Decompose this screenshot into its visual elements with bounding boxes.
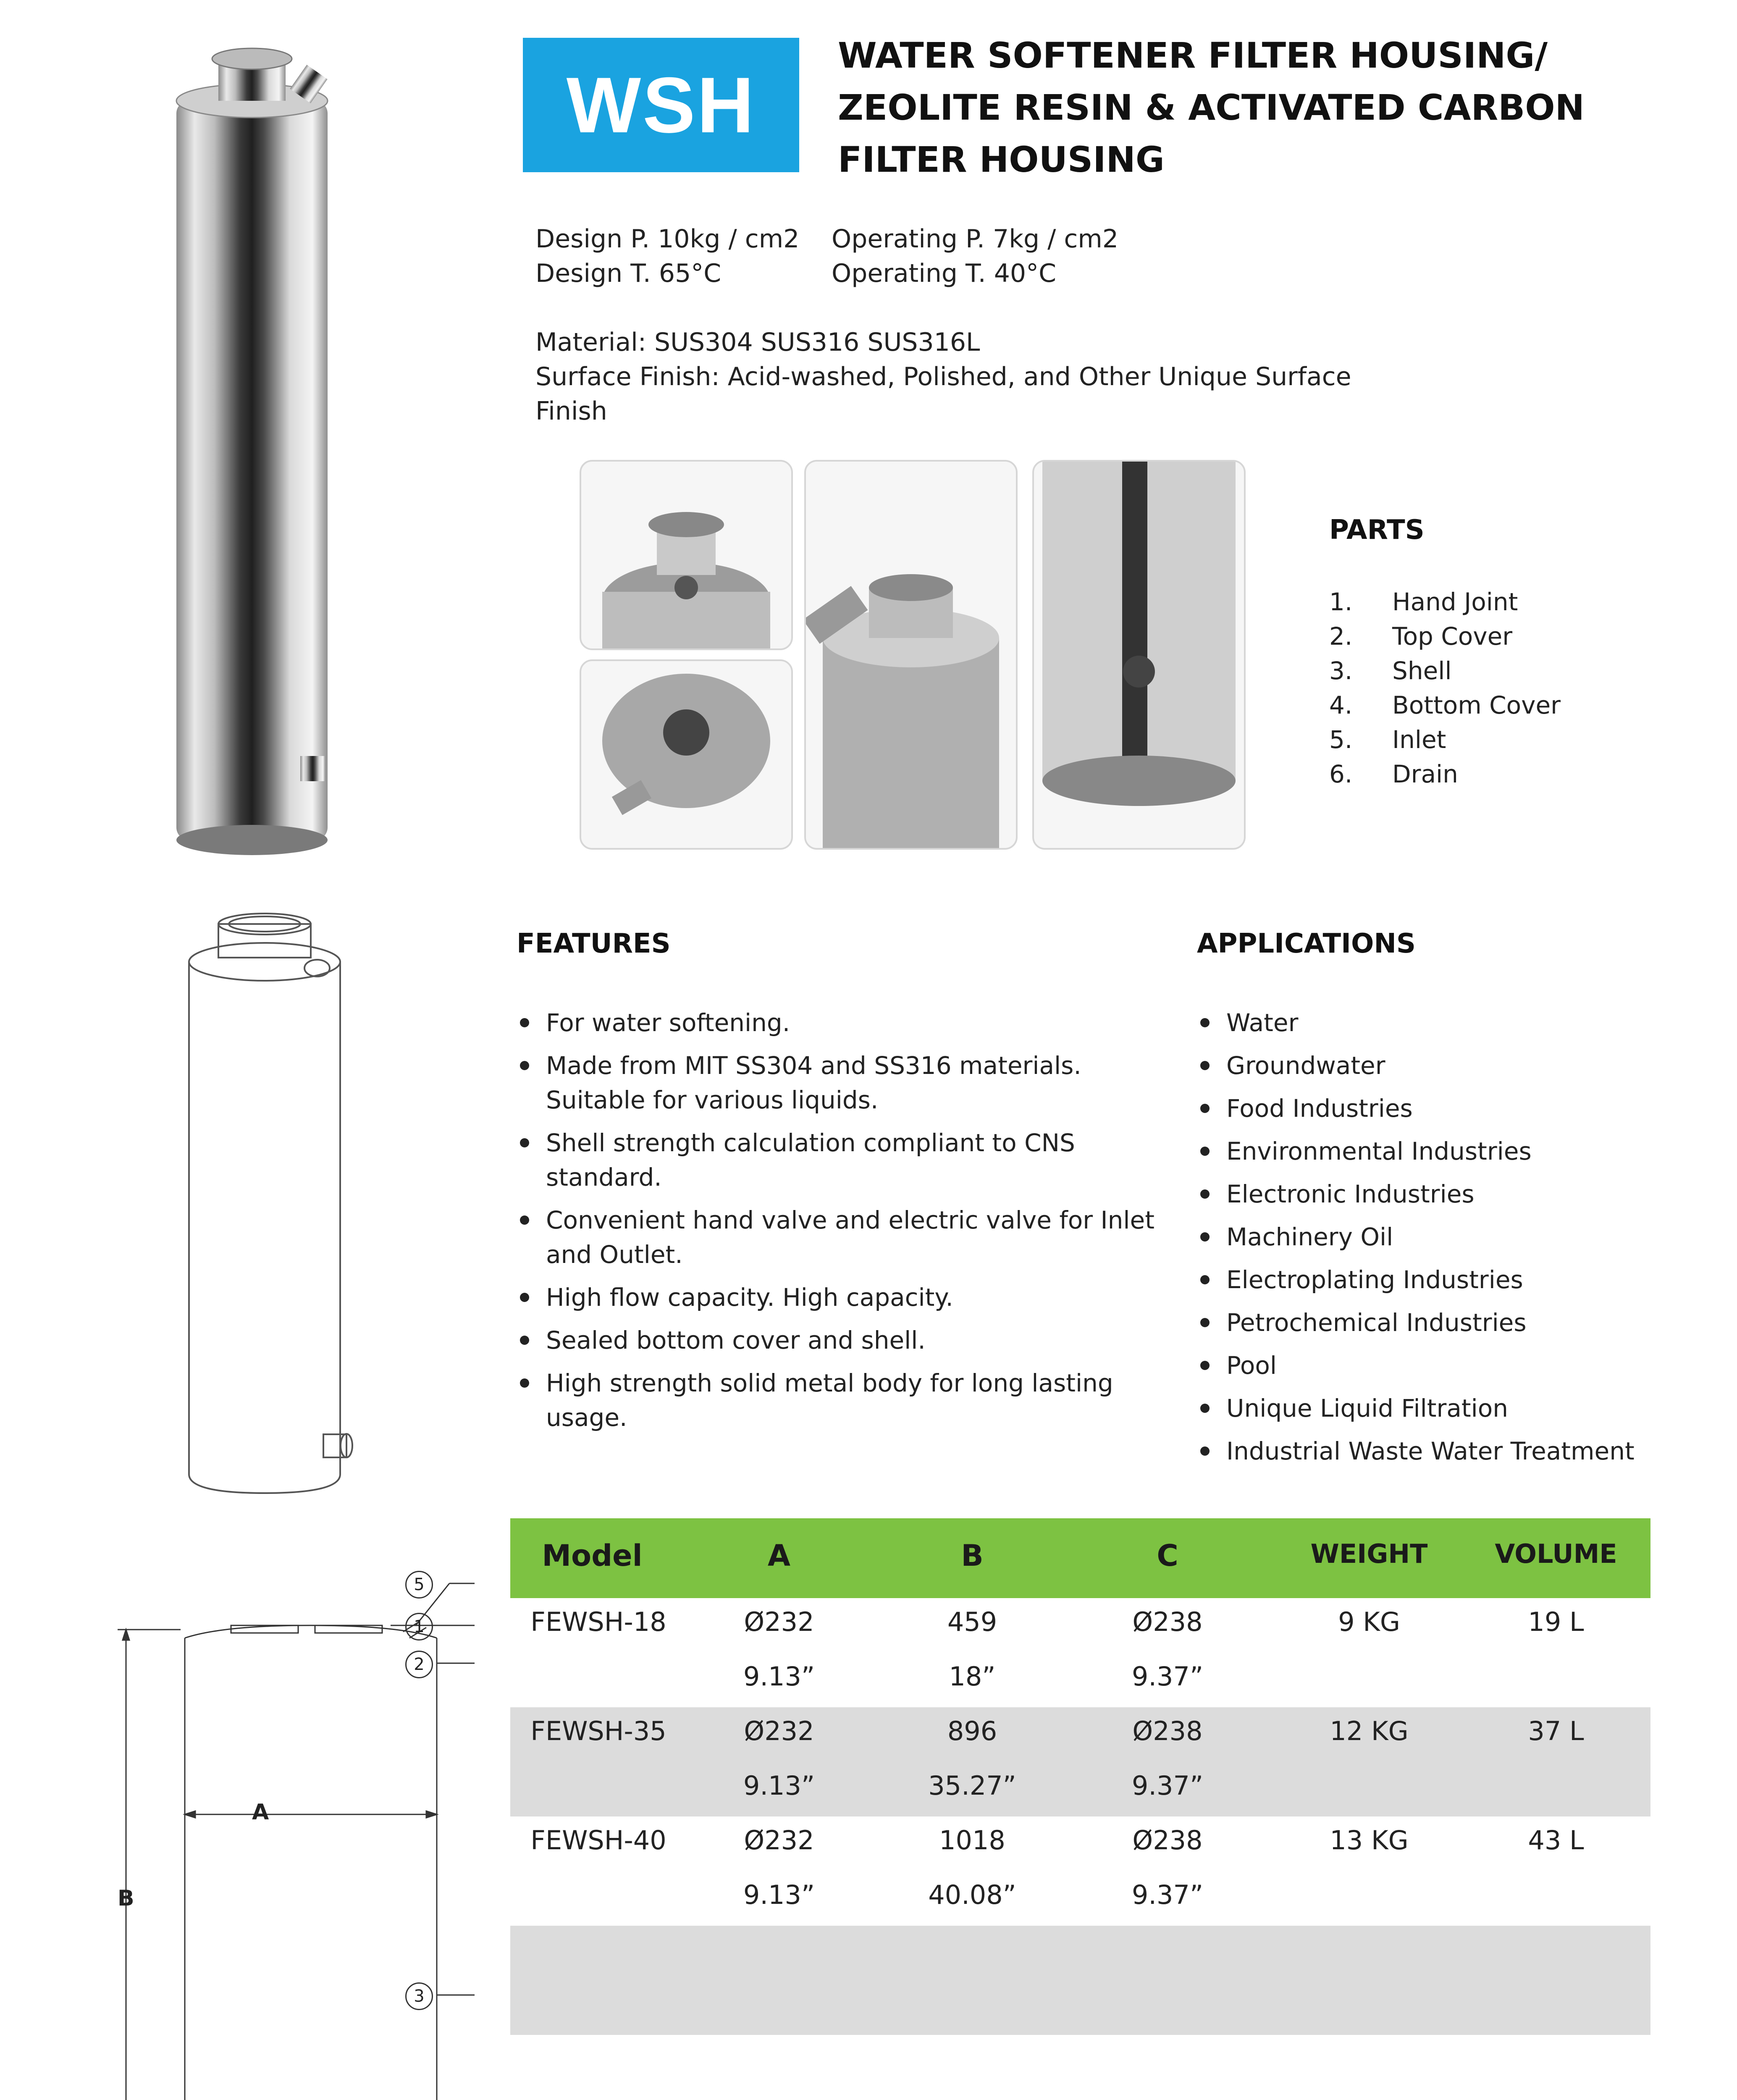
part-label: Hand Joint xyxy=(1392,588,1518,616)
product-photo xyxy=(160,25,344,861)
cell-b: 1018 xyxy=(939,1825,1005,1856)
cell-b-inch: 40.08” xyxy=(928,1880,1016,1910)
features-section xyxy=(517,928,1172,1443)
spec-table-header xyxy=(510,1518,1650,1598)
table-row-empty xyxy=(510,1926,1650,2035)
cell-a: Ø232 xyxy=(744,1825,814,1856)
brand-logo: WSH xyxy=(523,38,799,172)
callout-2: 2 xyxy=(405,1651,433,1678)
part-item xyxy=(1329,656,1707,691)
part-number: 3. xyxy=(1329,656,1353,685)
feature-item: Made from MIT SS304 and SS316 materials. Suitable for various liquids. xyxy=(517,1048,1172,1117)
cell-volume: 19 L xyxy=(1528,1606,1584,1637)
dimension-drawing xyxy=(97,1562,475,2100)
title-line: FILTER HOUSING xyxy=(838,139,1165,180)
cell-model: FEWSH-40 xyxy=(530,1825,666,1856)
feature-item: Convenient hand valve and electric valve for Inlet and Outlet. xyxy=(517,1203,1172,1272)
header-b: B xyxy=(961,1538,984,1573)
table-row xyxy=(510,1707,1650,1816)
application-item: Electronic Industries xyxy=(1197,1177,1701,1220)
top-cover-photo xyxy=(580,460,793,650)
design-pressure: Design P. 10kg / cm2 xyxy=(535,224,800,254)
cell-volume: 37 L xyxy=(1528,1716,1584,1746)
cell-a: Ø232 xyxy=(744,1716,814,1746)
title-line: ZEOLITE RESIN & ACTIVATED CARBON xyxy=(838,87,1585,128)
callout-3: 3 xyxy=(405,1982,433,2010)
part-label: Top Cover xyxy=(1392,622,1513,651)
cell-volume: 43 L xyxy=(1528,1825,1584,1856)
feature-item: High strength solid metal body for long lasting usage. xyxy=(517,1366,1172,1435)
applications-section xyxy=(1197,928,1701,1477)
header-volume: VOLUME xyxy=(1495,1538,1617,1569)
part-number: 5. xyxy=(1329,725,1353,754)
parts-section xyxy=(1329,514,1707,794)
callout-5: 5 xyxy=(405,1571,433,1599)
cell-model: FEWSH-35 xyxy=(530,1716,666,1746)
application-item: Environmental Industries xyxy=(1197,1134,1701,1177)
outline-drawing xyxy=(168,911,378,1508)
part-item xyxy=(1329,725,1707,760)
design-temperature: Design T. 65°C xyxy=(535,259,722,288)
part-number: 2. xyxy=(1329,622,1353,651)
features-heading: FEATURES xyxy=(517,928,671,959)
table-row xyxy=(510,1816,1650,1926)
part-number: 1. xyxy=(1329,588,1353,616)
cell-b-inch: 35.27” xyxy=(928,1770,1016,1801)
application-item: Food Industries xyxy=(1197,1091,1701,1134)
shell-photo xyxy=(1032,460,1246,850)
cell-c-inch: 9.37” xyxy=(1131,1661,1204,1692)
callout-1: 1 xyxy=(405,1613,433,1641)
part-number: 6. xyxy=(1329,760,1353,788)
cell-a-inch: 9.13” xyxy=(743,1770,815,1801)
part-item xyxy=(1329,622,1707,656)
cell-b: 459 xyxy=(947,1606,997,1637)
material-line: Material: SUS304 SUS316 SUS316L xyxy=(535,328,980,357)
operating-pressure: Operating P. 7kg / cm2 xyxy=(832,224,1118,254)
header-model: Model xyxy=(542,1538,643,1573)
part-item xyxy=(1329,760,1707,794)
cell-c: Ø238 xyxy=(1132,1716,1203,1746)
part-number: 4. xyxy=(1329,691,1353,719)
application-item: Pool xyxy=(1197,1348,1701,1391)
spec-table xyxy=(510,1518,1650,2100)
part-label: Drain xyxy=(1392,760,1458,788)
inlet-photo xyxy=(804,460,1018,850)
dim-label-b: B xyxy=(118,1886,134,1911)
application-item: Industrial Waste Water Treatment xyxy=(1197,1434,1701,1477)
part-item xyxy=(1329,588,1707,622)
design-specs xyxy=(535,222,1375,428)
cell-c-inch: 9.37” xyxy=(1131,1770,1204,1801)
applications-heading: APPLICATIONS xyxy=(1197,928,1416,959)
surface-finish-line: Surface Finish: Acid-washed, Polished, and Other Unique Surface Finish xyxy=(535,362,1351,426)
application-item: Petrochemical Industries xyxy=(1197,1305,1701,1348)
application-item: Unique Liquid Filtration xyxy=(1197,1391,1701,1434)
header-c: C xyxy=(1157,1538,1178,1573)
feature-item: For water softening. xyxy=(517,1005,1172,1040)
part-label: Bottom Cover xyxy=(1392,691,1561,719)
title-line: WATER SOFTENER FILTER HOUSING/ xyxy=(838,35,1548,76)
cell-a-inch: 9.13” xyxy=(743,1880,815,1910)
part-label: Shell xyxy=(1392,656,1452,685)
feature-item: Shell strength calculation compliant to CNS standard. xyxy=(517,1126,1172,1194)
page-title xyxy=(838,29,1636,186)
feature-item: High flow capacity. High capacity. xyxy=(517,1280,1172,1315)
part-item xyxy=(1329,691,1707,725)
header-a: A xyxy=(767,1538,791,1573)
cell-weight: 9 KG xyxy=(1338,1606,1400,1637)
cell-a: Ø232 xyxy=(744,1606,814,1637)
cell-weight: 13 KG xyxy=(1330,1825,1409,1856)
cell-c: Ø238 xyxy=(1132,1825,1203,1856)
application-item: Water xyxy=(1197,1005,1701,1048)
bottom-cover-photo xyxy=(580,659,793,850)
application-item: Electroplating Industries xyxy=(1197,1263,1701,1305)
cell-model: FEWSH-18 xyxy=(530,1606,666,1637)
cell-c-inch: 9.37” xyxy=(1131,1880,1204,1910)
feature-item: Sealed bottom cover and shell. xyxy=(517,1323,1172,1357)
application-item: Groundwater xyxy=(1197,1048,1701,1091)
cell-b: 896 xyxy=(947,1716,997,1746)
application-item: Machinery Oil xyxy=(1197,1220,1701,1263)
cell-b-inch: 18” xyxy=(949,1661,996,1692)
cell-weight: 12 KG xyxy=(1330,1716,1409,1746)
table-row-empty xyxy=(510,2035,1650,2100)
parts-heading: PARTS xyxy=(1329,514,1425,546)
cell-a-inch: 9.13” xyxy=(743,1661,815,1692)
cell-c: Ø238 xyxy=(1132,1606,1203,1637)
part-label: Inlet xyxy=(1392,725,1446,754)
table-row xyxy=(510,1598,1650,1707)
dim-label-a: A xyxy=(252,1800,269,1825)
operating-temperature: Operating T. 40°C xyxy=(832,259,1056,288)
header-weight: WEIGHT xyxy=(1310,1538,1428,1569)
